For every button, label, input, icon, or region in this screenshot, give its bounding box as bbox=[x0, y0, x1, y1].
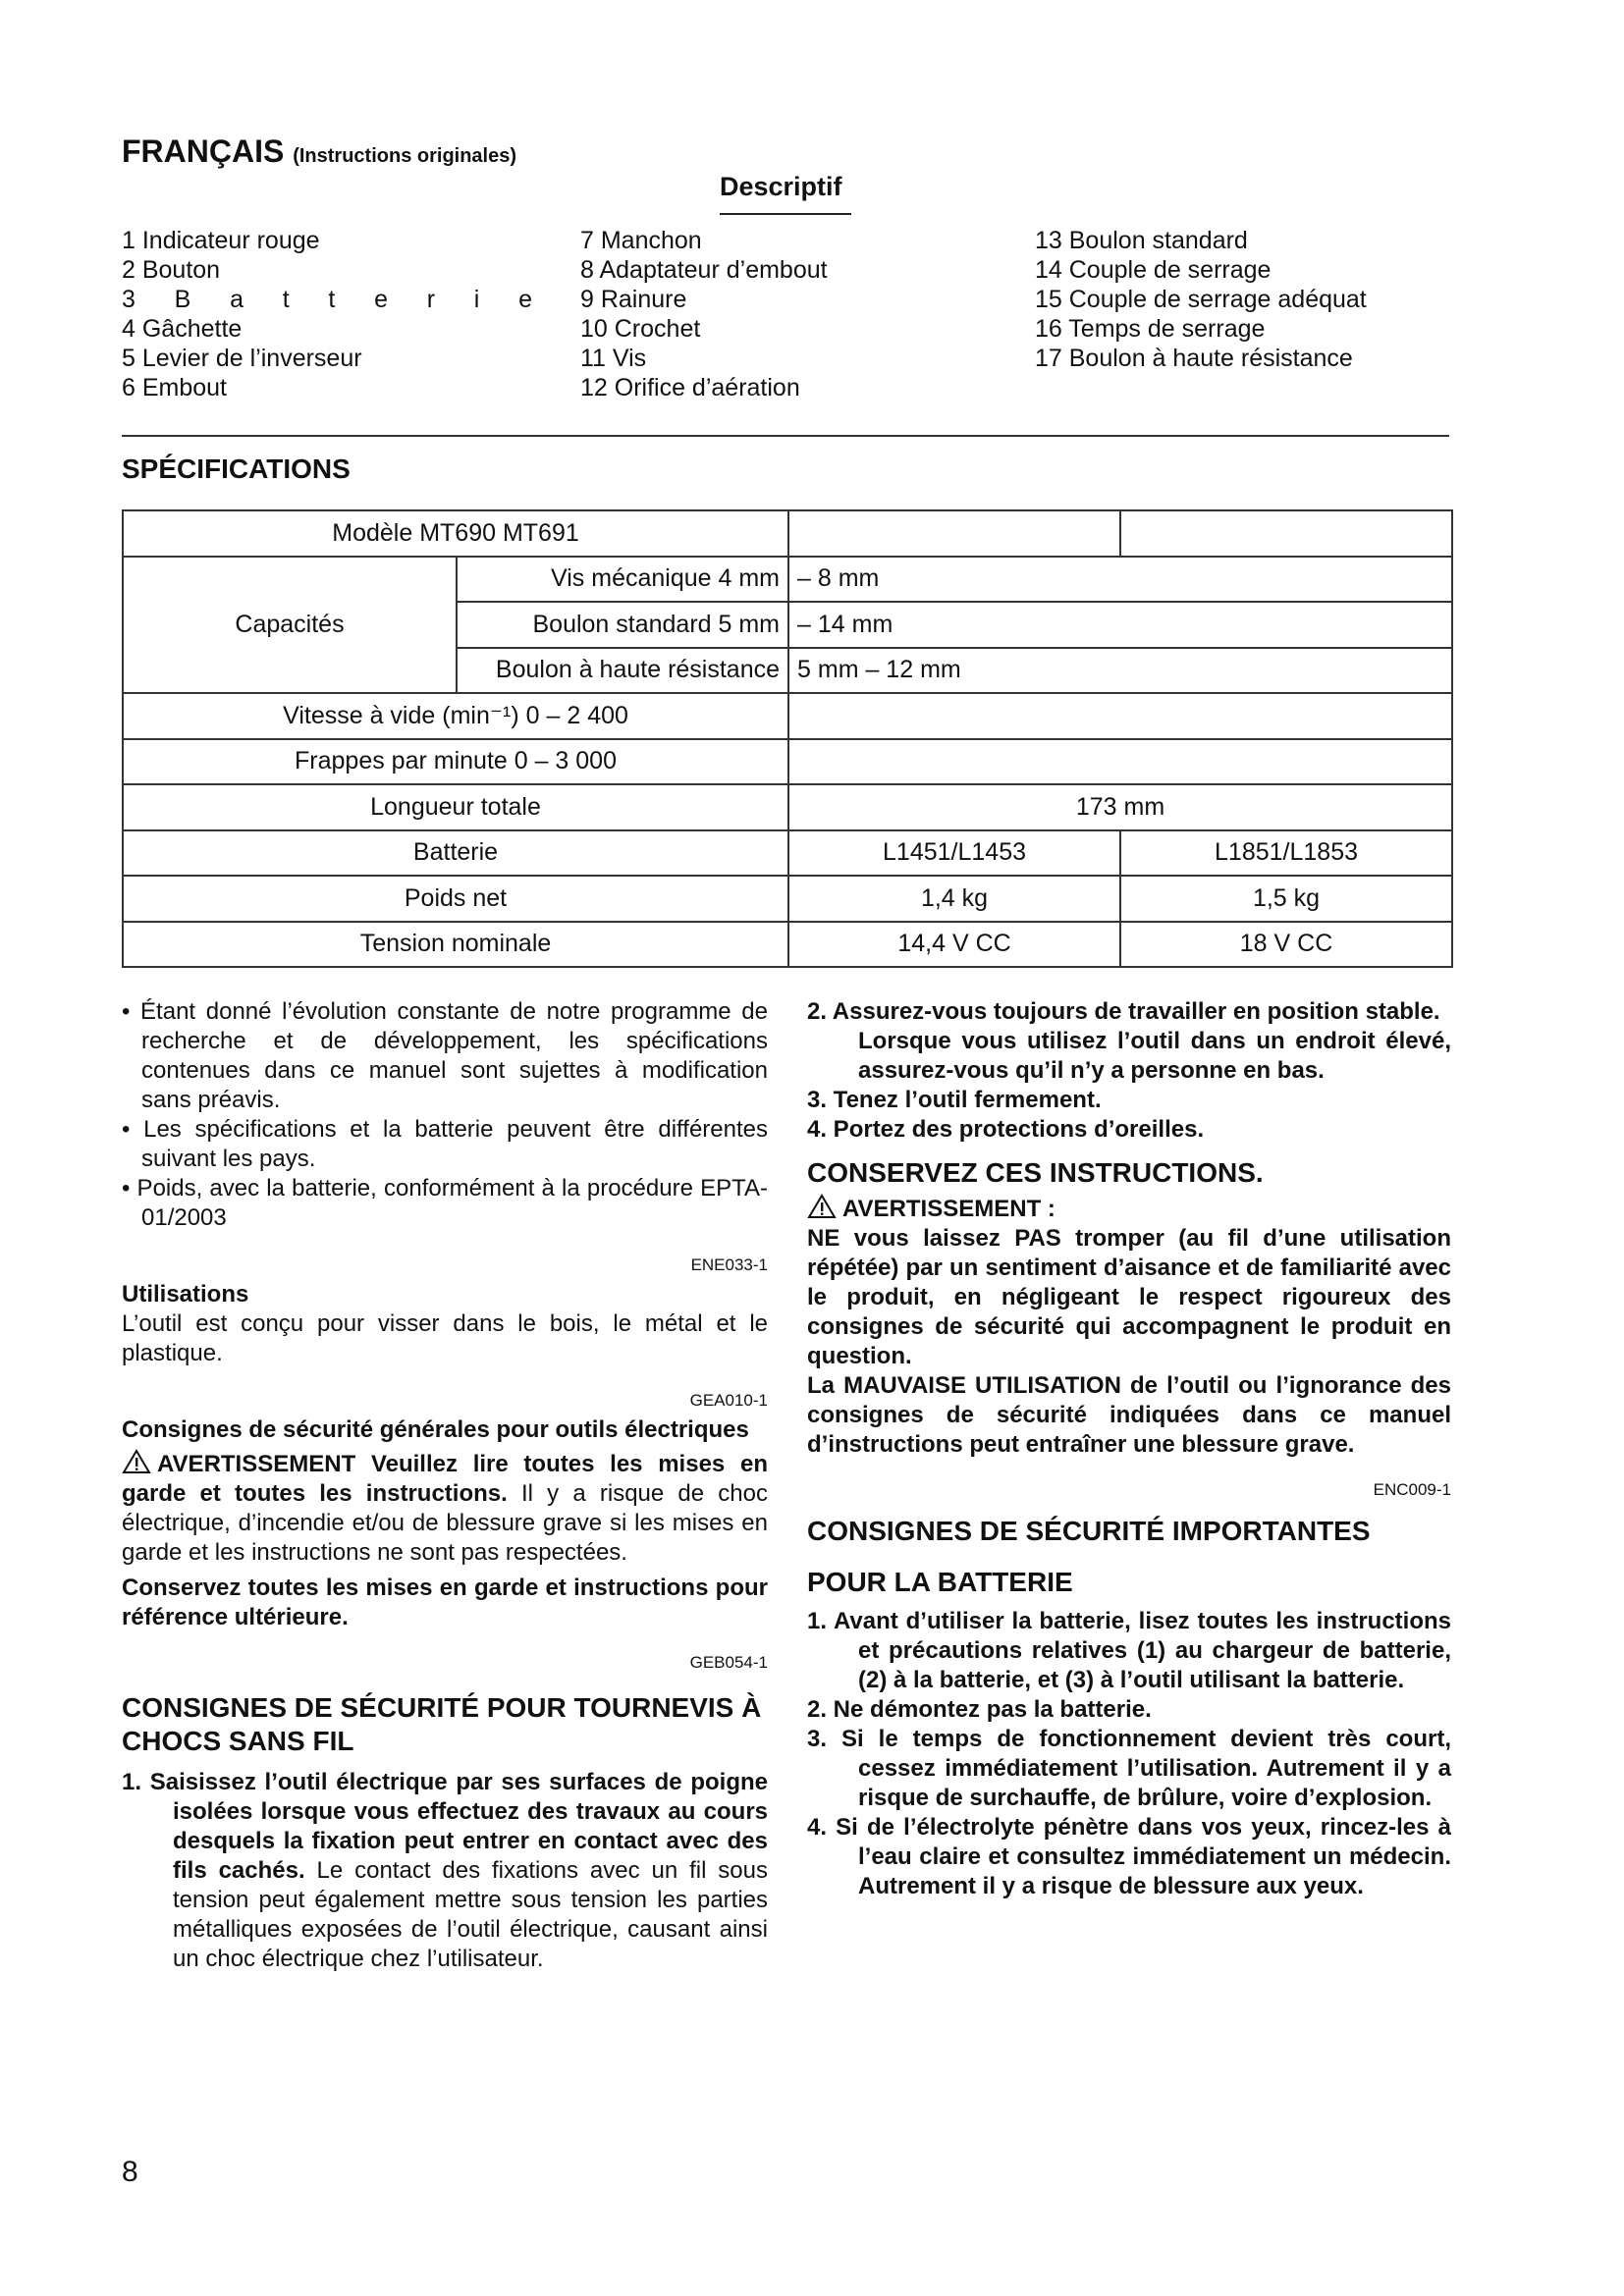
table-row bbox=[123, 876, 1452, 922]
batterie-value-1: L1451/L1453 bbox=[788, 830, 1120, 877]
battery-title-line-1: CONSIGNES DE SÉCURITÉ IMPORTANTES bbox=[807, 1516, 1371, 1546]
left-column bbox=[122, 997, 768, 1974]
batterie-value-2: L1851/L1853 bbox=[1120, 830, 1452, 877]
conservez-text: Conservez toutes les mises en garde et instructions pour référence ultérieure. bbox=[122, 1575, 768, 1630]
list-item: 1 Indicateur rouge bbox=[122, 227, 320, 254]
numbered-item: 3. Si le temps de fonctionnement devient très court, cessez immédiatement l’utilisation. Autrement il y a risque de surchauffe, de brûlure, voire d’explosion. bbox=[807, 1726, 1451, 1811]
list-item: 12 Orifice d’aération bbox=[580, 374, 800, 401]
reference-code: GEA010-1 bbox=[689, 1391, 768, 1410]
table-row bbox=[123, 784, 1452, 830]
bullet-item: • Étant donné l’évolution constante de notre programme de recherche et de développement, les spécifications contenues dans ce manuel sont sujettes à modification sans préavis. bbox=[122, 998, 768, 1113]
consignes-generales-title: Consignes de sécurité générales pour outils électriques bbox=[122, 1416, 749, 1443]
descriptif-title: Descriptif bbox=[720, 172, 842, 201]
poids-value-2: 1,5 kg bbox=[1120, 876, 1452, 922]
section-divider bbox=[122, 435, 1449, 437]
table-row bbox=[123, 693, 1452, 739]
table-row bbox=[123, 510, 1452, 557]
numbered-item: 4. Si de l’électrolyte pénètre dans vos yeux, rincez-les à l’eau claire et consultez immédiatement un médecin. Autrement il y a risque de blessure aux yeux. bbox=[807, 1814, 1451, 1899]
list-item: 16 Temps de serrage bbox=[1035, 315, 1266, 343]
list-item: 4 Gâchette bbox=[122, 315, 243, 343]
description-column-1 bbox=[122, 226, 534, 402]
utilisations-title: Utilisations bbox=[122, 1281, 249, 1308]
bullet-item: • Poids, avec la batterie, conformément à la procédure EPTA-01/2003 bbox=[122, 1175, 768, 1231]
specifications-title: SPÉCIFICATIONS bbox=[122, 454, 351, 484]
avertissement-text: Il y a risque de choc électrique, d’incendie et/ou de blessure grave si les mises en garde et les instructions ne sont pas respectées. bbox=[122, 1480, 768, 1566]
description-column-2 bbox=[580, 226, 828, 402]
boulon-standard-label: Boulon standard 5 mm bbox=[457, 602, 788, 648]
reference-code: ENE033-1 bbox=[690, 1255, 768, 1274]
reference-code: ENC009-1 bbox=[1373, 1480, 1451, 1499]
list-item: 11 Vis bbox=[580, 345, 647, 372]
list-item: 6 Embout bbox=[122, 374, 228, 401]
batterie-label: Batterie bbox=[123, 830, 788, 877]
list-item: 2 Bouton bbox=[122, 256, 221, 284]
list-item: 8 Adaptateur d’embout bbox=[580, 256, 828, 284]
table-row bbox=[123, 922, 1452, 968]
table-row bbox=[123, 557, 1452, 603]
model-cell: Modèle MT690 MT691 bbox=[123, 510, 788, 557]
description-column-3 bbox=[1035, 226, 1367, 373]
language-title bbox=[122, 133, 516, 170]
tension-value-2: 18 V CC bbox=[1120, 922, 1452, 968]
numbered-item: 1. Saisissez l’outil électrique par ses surfaces de poigne isolées lorsque vous effectuez des travaux au cours desquels la fixation peut entrer en contact avec des fils cachés. Le contact des fixations avec un fil sous tension peut également mettre sous tension les parties métalliques exposées de l’outil électrique, causant ainsi un choc électrique chez l’utilisateur. bbox=[122, 1769, 768, 1972]
empty-cell bbox=[788, 739, 1452, 785]
vitesse-cell: Vitesse à vide (min⁻¹) 0 – 2 400 bbox=[123, 693, 788, 739]
empty-cell bbox=[1120, 510, 1452, 557]
table-row bbox=[123, 830, 1452, 877]
warning-paragraph: La MAUVAISE UTILISATION de l’outil ou l’ignorance des consignes de sécurité indiquées dans ce manuel d’instructions peut entraîner une blessure grave. bbox=[807, 1372, 1451, 1458]
poids-label: Poids net bbox=[123, 876, 788, 922]
descriptif-underline bbox=[720, 213, 851, 215]
avertissement-heading: AVERTISSEMENT : bbox=[807, 1194, 1451, 1224]
specifications-table bbox=[122, 509, 1453, 968]
numbered-item: 4. Portez des protections d’oreilles. bbox=[807, 1116, 1205, 1143]
bullet-item: • Les spécifications et la batterie peuvent être différentes suivant les pays. bbox=[122, 1116, 768, 1172]
list-item: 9 Rainure bbox=[580, 286, 687, 313]
warning-paragraph: NE vous laissez PAS tromper (au fil d’une utilisation répétée) par un sentiment d’aisance et de familiarité avec le produit, en négligeant le respect rigoureux des consignes de sécurité qui accompagnent le produit en question. bbox=[807, 1225, 1451, 1369]
numbered-item: 2. Assurez-vous toujours de travailler en position stable. bbox=[807, 998, 1440, 1025]
table-row bbox=[123, 739, 1452, 785]
list-item: 15 Couple de serrage adéquat bbox=[1035, 286, 1367, 313]
boulon-standard-value: – 14 mm bbox=[788, 602, 1452, 648]
numbered-item-continuation: Lorsque vous utilisez l’outil dans un endroit élevé, assurez-vous qu’il n’y a personne en bas. bbox=[858, 1028, 1451, 1084]
vis-mecanique-label: Vis mécanique 4 mm bbox=[457, 557, 788, 603]
warning-triangle-icon bbox=[807, 1194, 837, 1219]
empty-cell bbox=[788, 693, 1452, 739]
boulon-haute-label: Boulon à haute résistance bbox=[457, 648, 788, 694]
tension-label: Tension nominale bbox=[123, 922, 788, 968]
longueur-value: 173 mm bbox=[788, 784, 1452, 830]
battery-title-line-2: POUR LA BATTERIE bbox=[807, 1567, 1073, 1597]
list-item: 13 Boulon standard bbox=[1035, 227, 1248, 254]
utilisations-text: L’outil est conçu pour visser dans le bois, le métal et le plastique. bbox=[122, 1310, 768, 1366]
numbered-item: 1. Avant d’utiliser la batterie, lisez toutes les instructions et précautions relatives (1) au chargeur de batterie, (2) à la batterie, et (3) à l’outil utilisant la batterie. bbox=[807, 1608, 1451, 1693]
language-name: FRANÇAIS bbox=[122, 133, 285, 169]
list-item: 10 Crochet bbox=[580, 315, 701, 343]
vis-mecanique-value: – 8 mm bbox=[788, 557, 1452, 603]
conservez-instructions-title: CONSERVEZ CES INSTRUCTIONS. bbox=[807, 1157, 1264, 1188]
list-item-spaced: 3 B a t t e r i e bbox=[122, 286, 532, 313]
language-subtitle: (Instructions originales) bbox=[293, 145, 517, 167]
list-item: 17 Boulon à haute résistance bbox=[1035, 345, 1353, 372]
capacites-cell: Capacités bbox=[123, 557, 457, 694]
warning-triangle-icon bbox=[122, 1449, 151, 1474]
list-item: 14 Couple de serrage bbox=[1035, 256, 1272, 284]
boulon-haute-value: 5 mm – 12 mm bbox=[788, 648, 1452, 694]
avertissement-bold: AVERTISSEMENT Veuillez lire toutes les mises en garde et toutes les instructions. bbox=[122, 1451, 768, 1507]
longueur-label: Longueur totale bbox=[123, 784, 788, 830]
right-column bbox=[807, 997, 1451, 1901]
page-number: 8 bbox=[122, 2156, 138, 2188]
numbered-item: 2. Ne démontez pas la batterie. bbox=[807, 1696, 1152, 1723]
empty-cell bbox=[788, 510, 1120, 557]
reference-code: GEB054-1 bbox=[689, 1653, 768, 1672]
frappes-cell: Frappes par minute 0 – 3 000 bbox=[123, 739, 788, 785]
list-item: 5 Levier de l’inverseur bbox=[122, 345, 362, 372]
avertissement-paragraph bbox=[122, 1449, 768, 1568]
tension-value-1: 14,4 V CC bbox=[788, 922, 1120, 968]
numbered-item: 3. Tenez l’outil fermement. bbox=[807, 1087, 1102, 1113]
consignes-tournevis-title: CONSIGNES DE SÉCURITÉ POUR TOURNEVIS À CHOCS SANS FIL bbox=[122, 1692, 762, 1756]
list-item: 7 Manchon bbox=[580, 227, 702, 254]
poids-value-1: 1,4 kg bbox=[788, 876, 1120, 922]
